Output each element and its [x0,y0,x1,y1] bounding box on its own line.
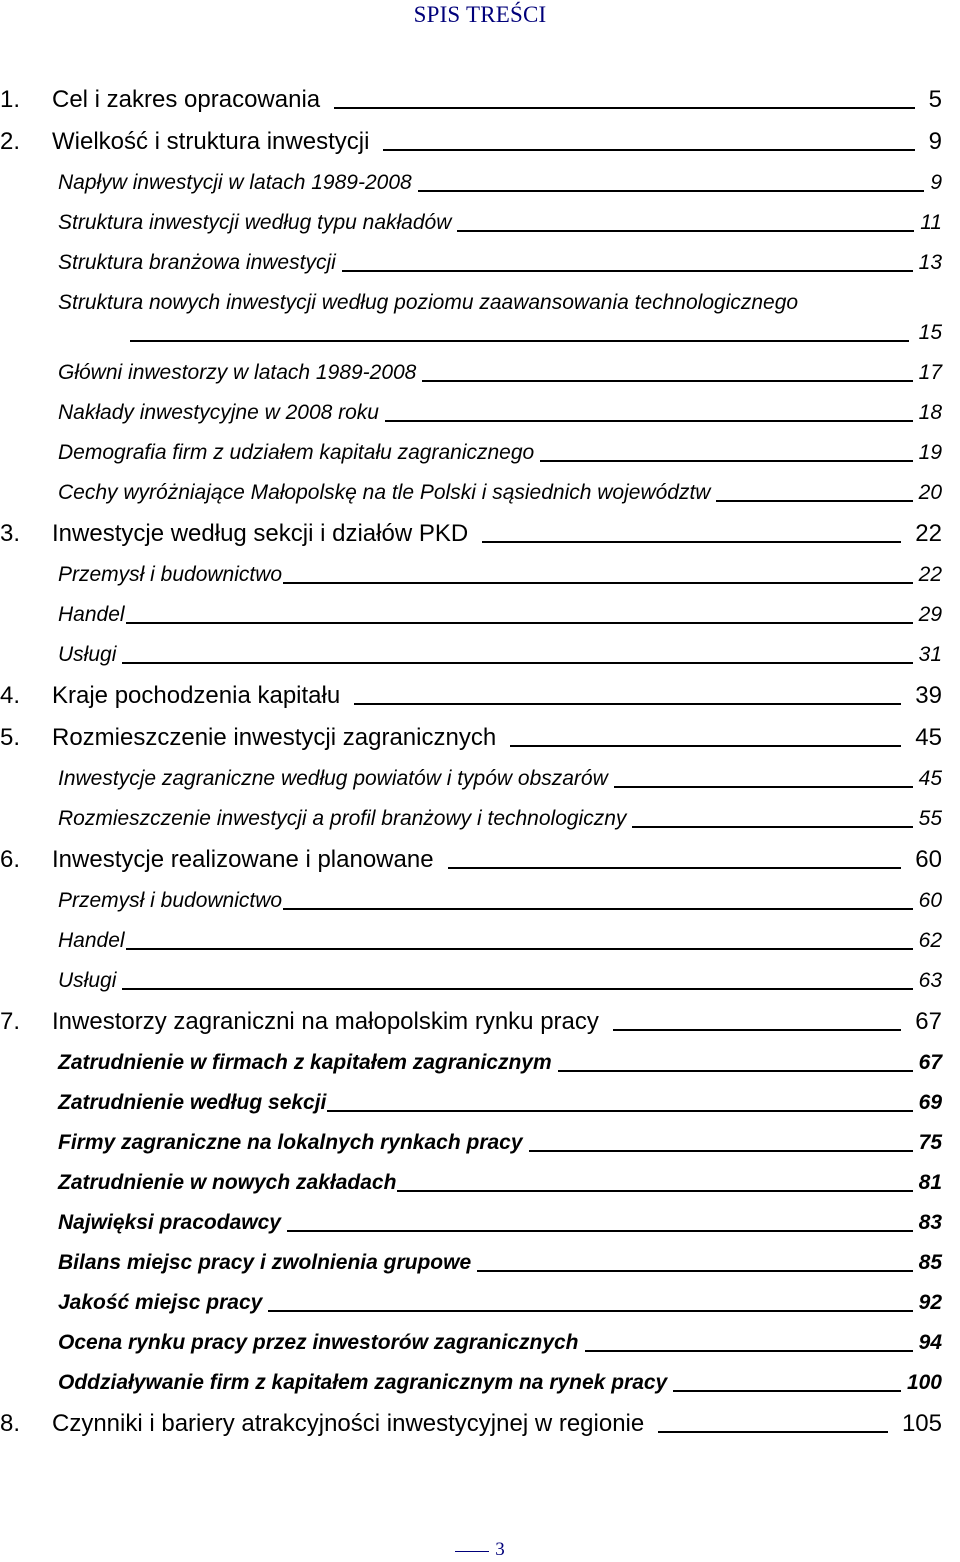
footer-rule [455,1551,489,1552]
toc-entry-section[interactable] [58,206,942,236]
page-number: 69 [918,1091,942,1114]
page-number: 22 [915,520,942,547]
section-title: Oddziaływanie firm z kapitałem zagranicznym na rynek pracy [58,1371,668,1394]
section-title: Usługi [58,643,117,666]
page-number: 15 [918,321,942,344]
leader-line [354,703,901,705]
leader-line [126,948,913,950]
section-title: Handel [58,929,125,952]
toc-entry-section[interactable] [58,1286,942,1316]
chapter-title: Kraje pochodzenia kapitału [52,682,341,709]
section-title: Zatrudnienie według sekcji [58,1091,327,1114]
toc-entry-chapter-4[interactable] [0,678,942,710]
section-title: Demografia firm z udziałem kapitału zagranicznego [58,441,535,464]
leader-line [342,270,913,272]
toc-entry-section[interactable] [58,1366,942,1396]
toc-entry-section-continuation[interactable] [130,316,942,346]
toc-entry-chapter-5[interactable] [0,720,942,752]
section-title: Przemysł i budownictwo [58,889,283,912]
page-number: 85 [918,1251,942,1274]
section-title: Struktura inwestycji według typu nakładów [58,211,452,234]
leader-line [448,867,902,869]
section-title: Cechy wyróżniające Małopolskę na tle Polski i sąsiednich województw [58,481,711,504]
section-title: Handel [58,603,125,626]
page-number: 63 [918,969,942,992]
leader-line [122,662,912,664]
page-number: 55 [918,807,942,830]
leader-line [613,1029,901,1031]
leader-line [334,107,915,109]
chapter-number: 3. [0,520,21,547]
leader-line [385,420,913,422]
page-number: 105 [901,1410,942,1437]
chapter-number: 2. [0,128,21,155]
toc-entry-chapter-6[interactable] [0,842,942,874]
chapter-title: Czynniki i bariery atrakcyjności inwestycyjnej w regionie [52,1410,645,1437]
leader-line [268,1310,912,1312]
chapter-number: 6. [0,846,21,873]
leader-line [126,622,913,624]
page-number: 75 [918,1131,942,1154]
leader-line [130,340,909,342]
leader-line [418,190,925,192]
chapter-number: 7. [0,1008,21,1035]
page-number: 18 [918,401,942,424]
page-number: 13 [918,251,942,274]
section-title: Usługi [58,969,117,992]
page-number: 100 [906,1371,942,1394]
page-number: 45 [915,724,942,751]
page-number: 22 [918,563,942,586]
section-title: Najwięksi pracodawcy [58,1211,281,1234]
section-title: Struktura branżowa inwestycji [58,251,336,274]
page-number: 5 [928,86,942,113]
page-number: 9 [928,128,942,155]
toc-entry-section[interactable] [58,802,942,832]
page-number: 19 [918,441,942,464]
chapter-number: 1. [0,86,21,113]
leader-line [283,908,913,910]
toc-entry-section[interactable] [58,924,942,954]
toc-entry-section[interactable] [58,436,942,466]
leader-line [457,230,914,232]
leader-line [529,1150,913,1152]
toc-entry-section[interactable] [58,1086,942,1116]
page-number: 45 [918,767,942,790]
chapter-number: 8. [0,1410,21,1437]
leader-line [397,1190,912,1192]
chapter-title: Inwestorzy zagraniczni na małopolskim rynku pracy [52,1008,599,1035]
toc-entry-section[interactable] [58,884,942,914]
chapter-title: Cel i zakres opracowania [52,86,321,113]
leader-line [614,786,913,788]
section-title: Struktura nowych inwestycji według poziomu zaawansowania technologicznego [58,291,799,314]
leader-line [287,1230,913,1232]
toc-entry-section[interactable] [58,558,942,588]
section-title: Inwestycje zagraniczne według powiatów i typów obszarów [58,767,608,790]
page-number: 60 [918,889,942,912]
section-title: Przemysł i budownictwo [58,563,283,586]
section-title: Napływ inwestycji w latach 1989-2008 [58,171,412,194]
toc-entry-chapter-2[interactable] [0,124,942,156]
chapter-title: Inwestycje realizowane i planowane [52,846,434,873]
toc-entry-section[interactable] [58,762,942,792]
leader-line [510,745,901,747]
section-title: Ocena rynku pracy przez inwestorów zagranicznych [58,1331,579,1354]
section-title: Zatrudnienie w nowych zakładach [58,1171,397,1194]
page-number: 29 [918,603,942,626]
section-title: Bilans miejsc pracy i zwolnienia grupowe [58,1251,472,1274]
section-title: Nakłady inwestycyjne w 2008 roku [58,401,379,424]
page-number: 92 [918,1291,942,1314]
chapter-title: Rozmieszczenie inwestycji zagranicznych [52,724,497,751]
page-number: 94 [918,1331,942,1354]
section-title: Firmy zagraniczne na lokalnych rynkach pracy [58,1131,523,1154]
toc-entry-section[interactable] [58,598,942,628]
toc-entry-section[interactable] [58,1126,942,1156]
page-number: 81 [918,1171,942,1194]
toc-entry-chapter-1[interactable] [0,82,942,114]
page-footer [0,1538,960,1562]
page-number: 9 [930,171,942,194]
leader-line [658,1431,888,1433]
page-title: SPIS TREŚCI [413,2,547,27]
section-title: Zatrudnienie w firmach z kapitałem zagranicznym [58,1051,552,1074]
page-number: 17 [918,361,942,384]
leader-line [632,826,912,828]
footer-page-number: 3 [495,1539,505,1560]
leader-line [482,541,901,543]
chapter-title: Wielkość i struktura inwestycji [52,128,370,155]
page-number: 39 [915,682,942,709]
toc-entry-section[interactable] [58,1206,942,1236]
page-number: 31 [918,643,942,666]
leader-line [327,1110,912,1112]
leader-line [716,500,912,502]
page-number: 11 [920,211,942,234]
toc-entry-section[interactable] [58,1046,942,1076]
section-title: Główni inwestorzy w latach 1989-2008 [58,361,417,384]
toc-entry-chapter-8[interactable] [0,1406,942,1438]
toc-entry-section[interactable] [58,1326,942,1356]
chapter-title: Inwestycje według sekcji i działów PKD [52,520,469,547]
toc-entry-section[interactable] [58,964,942,994]
leader-line [477,1270,913,1272]
page-number: 60 [915,846,942,873]
section-title: Jakość miejsc pracy [58,1291,263,1314]
leader-line [585,1350,913,1352]
page-number: 62 [918,929,942,952]
leader-line [540,460,912,462]
toc-entry-section[interactable] [58,166,942,196]
toc-entry-section[interactable] [58,246,942,276]
page-number: 67 [918,1051,942,1074]
toc-entry-section[interactable] [58,396,942,426]
toc-entry-section[interactable] [58,476,942,506]
toc-entry-section-wrapped[interactable] [58,286,942,316]
toc-entry-section[interactable] [58,356,942,386]
page-number: 20 [918,481,942,504]
leader-line [673,1390,901,1392]
leader-line [283,582,913,584]
section-title: Rozmieszczenie inwestycji a profil branżowy i technologiczny [58,807,627,830]
toc-entry-section[interactable] [58,638,942,668]
toc-entry-section[interactable] [58,1166,942,1196]
toc-entry-chapter-7[interactable] [0,1004,942,1036]
leader-line [383,149,914,151]
leader-line [422,380,912,382]
leader-line [558,1070,913,1072]
toc-entry-section[interactable] [58,1246,942,1276]
chapter-number: 5. [0,724,21,751]
page-number: 67 [915,1008,942,1035]
toc-entry-chapter-3[interactable] [0,516,942,548]
page-number: 83 [918,1211,942,1234]
leader-line [122,988,912,990]
chapter-number: 4. [0,682,21,709]
